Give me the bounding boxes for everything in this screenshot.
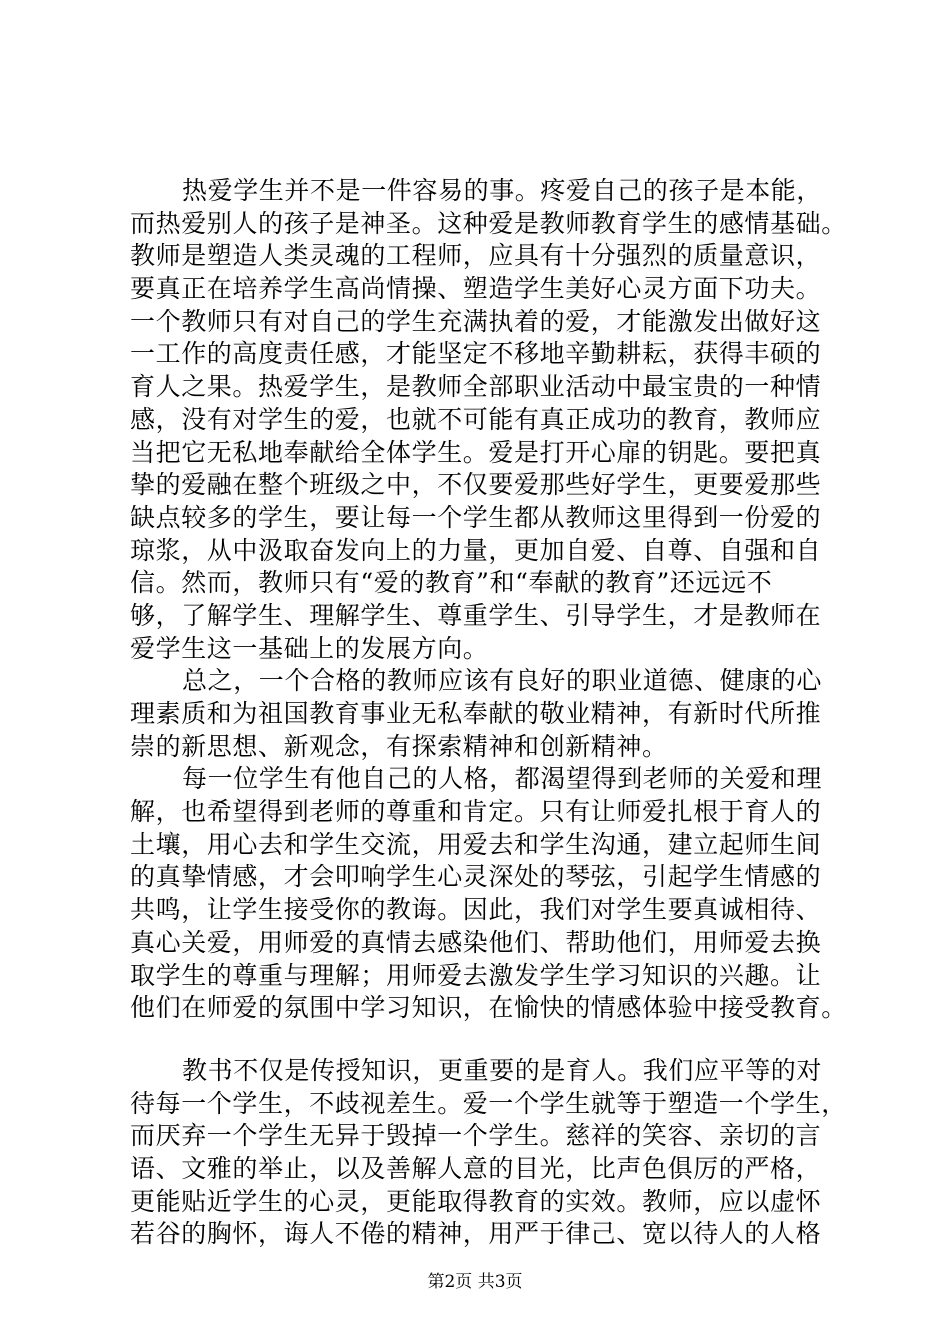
text-line: 解，也希望得到老师的尊重和肯定。只有让师爱扎根于育人的 <box>130 797 822 827</box>
paragraph-gap <box>130 1025 842 1055</box>
text-line: 育人之果。热爱学生，是教师全部职业活动中最宝贵的一种情 <box>130 372 822 402</box>
paragraph-summary <box>130 665 842 763</box>
text-line: 共鸣，让学生接受你的教诲。因此，我们对学生要真诚相待、 <box>130 895 822 925</box>
text-line: 一个教师只有对自己的学生充满执着的爱，才能激发出做好这 <box>130 306 822 336</box>
text-line: 崇的新思想、新观念，有探索精神和创新精神。 <box>130 731 668 761</box>
text-line: 若谷的胸怀，诲人不倦的精神，用严于律己、宽以待人的人格 <box>130 1219 822 1249</box>
text-line: 的真挚情感，才会叩响学生心灵深处的琴弦，引起学生情感的 <box>130 862 822 892</box>
text-line: 土壤，用心去和学生交流，用爱去和学生沟通，建立起师生间 <box>130 829 822 859</box>
page-number-footer: 第2页 共3页 <box>427 1272 523 1292</box>
text-line: 而厌弃一个学生无异于毁掉一个学生。慈祥的笑容、亲切的言 <box>130 1121 822 1151</box>
text-line: 而热爱别人的孩子是神圣。这种爱是教师教育学生的感情基础。 <box>130 208 847 238</box>
text-line: 爱学生这一基础上的发展方向。 <box>130 633 489 663</box>
text-line: 待每一个学生，不歧视差生。爱一个学生就等于塑造一个学生， <box>130 1088 847 1118</box>
text-line: 够，了解学生、理解学生、尊重学生、引导学生，才是教师在 <box>130 600 822 630</box>
text-line: 语、文雅的举止，以及善解人意的目光，比声色俱厉的严格， <box>130 1153 822 1183</box>
text-line: 教师是塑造人类灵魂的工程师，应具有十分强烈的质量意识， <box>130 241 822 271</box>
text-line: 真心关爱，用师爱的真情去感染他们、帮助他们，用师爱去换 <box>130 927 822 957</box>
text-line: 他们在师爱的氛围中学习知识，在愉快的情感体验中接受教育。 <box>130 993 847 1023</box>
paragraph-student-personality <box>130 763 847 1025</box>
text-line: 教书不仅是传授知识，更重要的是育人。我们应平等的对 <box>182 1055 823 1085</box>
text-line: 琼浆，从中汲取奋发向上的力量，更加自爱、自尊、自强和自 <box>130 535 822 565</box>
text-line: 要真正在培养学生高尚情操、塑造学生美好心灵方面下功夫。 <box>130 274 822 304</box>
text-line: 挚的爱融在整个班级之中，不仅要爱那些好学生，更要爱那些 <box>130 470 822 500</box>
paragraph-teaching <box>130 1055 847 1251</box>
text-line: 更能贴近学生的心灵，更能取得教育的实效。教师，应以虚怀 <box>130 1186 822 1216</box>
text-line: 每一位学生有他自己的人格，都渴望得到老师的关爱和理 <box>182 764 823 794</box>
text-line: 当把它无私地奉献给全体学生。爱是打开心扉的钥匙。要把真 <box>130 437 822 467</box>
text-line: 一工作的高度责任感，才能坚定不移地辛勤耕耘，获得丰硕的 <box>130 339 822 369</box>
paragraph-love-students <box>130 175 847 665</box>
text-line: 总之，一个合格的教师应该有良好的职业道德、健康的心 <box>182 666 823 696</box>
text-line: 理素质和为祖国教育事业无私奉献的敬业精神，有新时代所推 <box>130 699 822 728</box>
text-line: 热爱学生并不是一件容易的事。疼爱自己的孩子是本能， <box>182 176 823 205</box>
document-body <box>130 175 847 1251</box>
text-line: 信。然而，教师只有“爱的教育”和“奉献的教育”还远远不 <box>130 568 773 598</box>
text-line: 缺点较多的学生，要让每一个学生都从教师这里得到一份爱的 <box>130 502 822 532</box>
text-line: 感，没有对学生的爱，也就不可能有真正成功的教育，教师应 <box>130 404 822 434</box>
text-line: 取学生的尊重与理解；用师爱去激发学生学习知识的兴趣。让 <box>130 960 822 990</box>
